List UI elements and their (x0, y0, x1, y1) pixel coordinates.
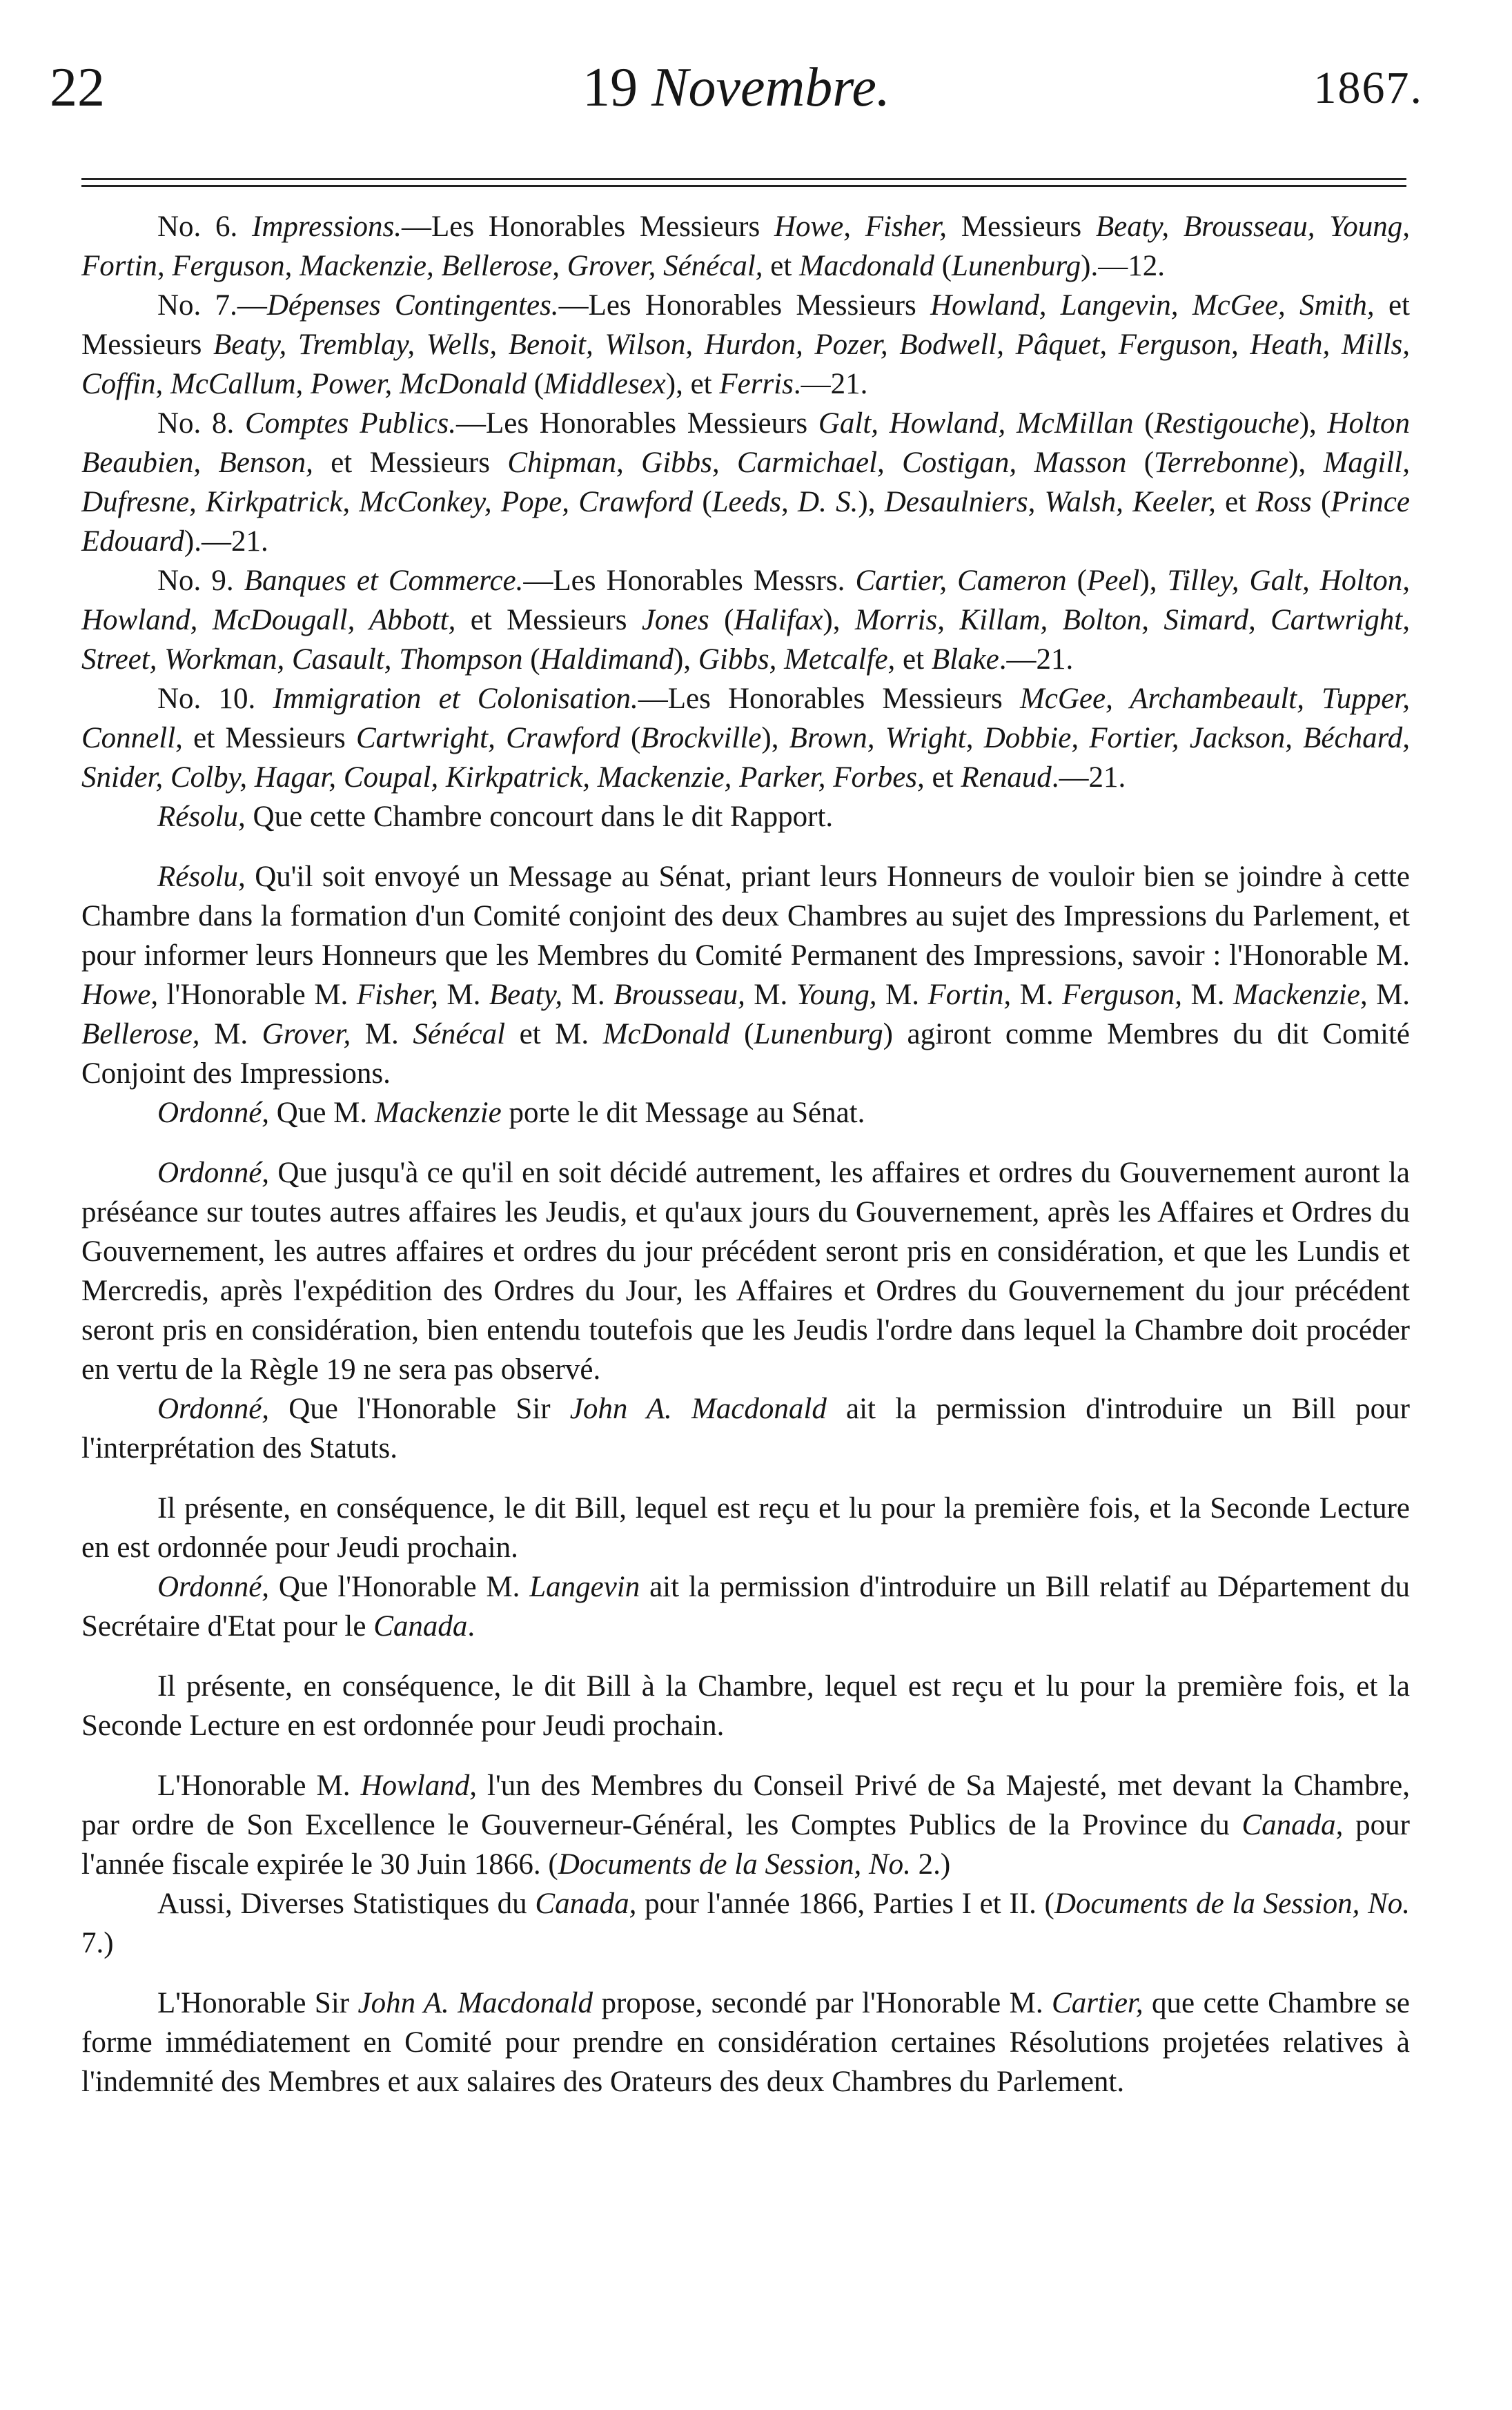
italic-run: Morris, Killam, Bolton, Simard, Cartwright, Street, Workman, Casault, Thompson (81, 604, 1410, 676)
text-run: Messieurs (946, 210, 1096, 243)
text-run: ), (1288, 447, 1324, 479)
paragraph (81, 1153, 1410, 1389)
italic-run: Ferris (719, 368, 794, 400)
text-run: Il présente, en conséquence, le dit Bill, lequel est reçu et lu pour la première fois, et la Seconde Lecture en est ordonnée pour Jeudi prochain. (81, 1492, 1410, 1564)
text-run: ( (1311, 486, 1331, 518)
text-run: ait la permission d'introduire un Bill pour l'interprétation des Statuts. (81, 1393, 1410, 1464)
italic-run: Ordonné, (157, 1571, 270, 1603)
italic-run: Desaulniers, Walsh, Keeler, (884, 486, 1216, 518)
italic-run: Cartwright, Crawford (355, 722, 620, 754)
text-run: ), (674, 643, 698, 676)
italic-run: John A. Macdonald (357, 1987, 593, 2019)
text-run: et Messieurs (182, 722, 356, 754)
italic-run: Ross (1255, 486, 1312, 518)
italic-run: Sénécal (413, 1018, 506, 1050)
italic-run: Fisher, (356, 979, 438, 1011)
italic-run: Mackenzie (374, 1097, 502, 1129)
text-run: .—21. (999, 643, 1074, 676)
text-run: M. (1182, 979, 1233, 1011)
paragraph (81, 404, 1410, 561)
paragraph (81, 1766, 1410, 1884)
page-header (50, 57, 1423, 133)
text-run: M. (199, 1018, 262, 1050)
text-run: —Les Honorables Messieurs (558, 289, 931, 322)
header-rule-top (81, 178, 1406, 180)
italic-run: Tilley, Galt, Holton, Howland, McDougall, Abbott, (81, 565, 1410, 636)
text-run: 2.) (910, 1848, 951, 1881)
italic-run: Ordonné, (157, 1393, 270, 1425)
italic-run: Lunenburg (754, 1018, 883, 1050)
italic-run: Ferguson, (1062, 979, 1183, 1011)
text-run: propose, secondé par l'Honorable M. (593, 1987, 1052, 2019)
italic-run: Canada, (1241, 1809, 1344, 1841)
italic-run: Ordonné, (157, 1097, 270, 1129)
italic-run: Halifax (734, 604, 823, 636)
page-body (81, 207, 1410, 2102)
text-run: et Messieurs (313, 447, 508, 479)
italic-run: Documents de la Session, No. (1054, 1888, 1410, 1920)
text-run: ( (693, 486, 712, 518)
italic-run: Howe, (81, 979, 159, 1011)
paragraph (81, 561, 1410, 679)
text-run: ( (1126, 447, 1155, 479)
italic-run: Banques et Commerce. (244, 565, 524, 597)
italic-run: Jones (641, 604, 709, 636)
text-run: Que cette Chambre concourt dans le dit Rapport. (245, 801, 834, 833)
text-run: Que M. (269, 1097, 375, 1129)
text-run: Aussi, Diverses Statistiques du (157, 1888, 536, 1920)
italic-run: Leeds, D. S. (711, 486, 858, 518)
text-run: porte le dit Message au Sénat. (501, 1097, 865, 1129)
italic-run: Cartier, (1052, 1987, 1143, 2019)
paragraph (81, 1667, 1410, 1745)
italic-run: Magill, Dufresne, Kirkpatrick, McConkey, Pope, Crawford (81, 447, 1410, 518)
text-run: No. 10. (157, 683, 273, 715)
italic-run: Comptes Publics. (245, 407, 456, 440)
text-run: —Les Honorables Messieurs (402, 210, 774, 243)
italic-run: Galt, Howland, McMillan (818, 407, 1134, 440)
text-run: . (467, 1610, 475, 1643)
text-run: M. (876, 979, 928, 1011)
paragraph (81, 679, 1410, 797)
text-run: Que jusqu'à ce qu'il en soit décidé autrement, les affaires et ordres du Gouvernement auront la préséance sur toutes autres affaires les Jeudis, et qu'aux jours du Gouvernement, après les Affaires et Ordres du Gouvernement, les autres affaires et ordres du jour précédent seront pris en considération, et que les Lundis et Mercredis, après l'expédition des Ordres du Jour, les Affaires et Ordres du Gouvernement du jour précédent seront pris en considération, bien entendu toutefois que les Jeudis l'ordre dans lequel la Chambre doit procéder en vertu de la Règle 19 ne sera pas observé. (81, 1157, 1410, 1386)
page-year: 1867. (1313, 63, 1423, 113)
italic-run: Mackenzie, (1233, 979, 1368, 1011)
paragraph (81, 286, 1410, 404)
text-run: L'Honorable M. (157, 1770, 361, 1802)
italic-run: Documents de la Session, No. (558, 1848, 911, 1881)
text-run: ait la permission d'introduire un Bill relatif au Département du Secrétaire d'Etat pour le (81, 1571, 1410, 1643)
text-run: No. 6. (157, 210, 253, 243)
italic-run: Haldimand (540, 643, 674, 676)
text-run: ).—12. (1081, 250, 1165, 282)
text-run: ), (1299, 407, 1328, 440)
italic-run: Howland, (360, 1770, 477, 1802)
italic-run: Holton Beaubien, Benson, (81, 407, 1410, 479)
italic-run: Peel (1087, 565, 1140, 597)
text-run: M. (562, 979, 614, 1011)
page-number: 22 (50, 57, 105, 118)
text-run: ( (526, 368, 544, 400)
italic-run: Résolu, (157, 801, 246, 833)
text-run: .—21. (793, 368, 868, 400)
italic-run: Prince Edouard (81, 486, 1410, 558)
text-run: et Messieurs (81, 289, 1410, 361)
text-run: ), et (665, 368, 720, 400)
text-run: l'Honorable M. (158, 979, 357, 1011)
text-run: et M. (505, 1018, 603, 1050)
italic-run: Immigration et Colonisation. (273, 683, 638, 715)
text-run: et (763, 250, 800, 282)
italic-run: Renaud (961, 761, 1052, 794)
text-run: pour l'année 1866, Parties I et II. ( (636, 1888, 1054, 1920)
italic-run: Brousseau, (613, 979, 745, 1011)
text-run: 7.) (81, 1927, 114, 1959)
italic-run: Chipman, Gibbs, Carmichael, Costigan, Masson (507, 447, 1127, 479)
text-run: ( (1066, 565, 1087, 597)
italic-run: Dépenses Contingentes. (266, 289, 559, 322)
italic-run: Cartier, Cameron (855, 565, 1067, 597)
text-run: M. (351, 1018, 413, 1050)
italic-run: Brockville (640, 722, 762, 754)
italic-run: Ordonné, (157, 1157, 270, 1189)
italic-run: Macdonald (799, 250, 934, 282)
text-run: ) agiront comme Membres du dit Comité Conjoint des Impressions. (81, 1018, 1411, 1090)
paragraph (81, 797, 1410, 836)
text-run: ( (729, 1018, 754, 1050)
text-run: et (924, 761, 961, 794)
text-run: —Les Honorables Messieurs (638, 683, 1020, 715)
text-run: et (1215, 486, 1256, 518)
italic-run: Young, (796, 979, 877, 1011)
paragraph (81, 1983, 1410, 2102)
text-run: —Les Honorables Messieurs (455, 407, 818, 440)
text-run: que cette Chambre se forme immédiatement en Comité pour prendre en considération certaines Résolutions projetées relatives à l'indemnité des Membres et aux salaires des Orateurs des deux Chambres du Parlement. (81, 1987, 1410, 2098)
text-run: Il présente, en conséquence, le dit Bill à la Chambre, lequel est reçu et lu pour la première fois, et la Seconde Lecture en est ordonnée pour Jeudi prochain. (81, 1670, 1410, 1742)
italic-run: Brown, Wright, Dobbie, Fortier, Jackson, Béchard, Snider, Colby, Hagar, Coupal, Kirkpatrick, Mackenzie, Parker, Forbes, (81, 722, 1410, 794)
italic-run: Impressions. (252, 210, 402, 243)
text-run: No. 8. (157, 407, 246, 440)
italic-run: Terrebonne (1154, 447, 1289, 479)
text-run: l'un des Membres du Conseil Privé de Sa Majesté, met devant la Chambre, par ordre de Son Excellence le Gouverneur-Général, les Comptes Publics de la Province du (81, 1770, 1410, 1841)
text-run: et (895, 643, 932, 676)
italic-run: Bellerose, (81, 1018, 200, 1050)
text-run: ( (620, 722, 641, 754)
text-run: ), (823, 604, 855, 636)
paragraph (81, 1093, 1410, 1133)
text-run: M. (1011, 979, 1063, 1011)
text-run: Que l'Honorable Sir (269, 1393, 570, 1425)
italic-run: Canada (373, 1610, 468, 1643)
italic-run: Canada, (535, 1888, 637, 1920)
header-rule-bottom (81, 185, 1406, 187)
text-run: ), (761, 722, 789, 754)
text-run: ), (1139, 565, 1168, 597)
text-run: No. 9. (157, 565, 244, 597)
text-run: ( (522, 643, 540, 676)
paragraph (81, 857, 1410, 1093)
paragraph (81, 1884, 1410, 1963)
paragraph (81, 1389, 1410, 1468)
text-run: ( (709, 604, 734, 636)
italic-run: Middlesex (544, 368, 666, 400)
text-run: pour l'année fiscale expirée le 30 Juin 1866. ( (81, 1809, 1410, 1881)
italic-run: McGee, Archambeault, Tupper, Connell, (81, 683, 1410, 754)
italic-run: Howland, Langevin, McGee, Smith, (930, 289, 1375, 322)
italic-run: Fortin, (927, 979, 1012, 1011)
text-run: et Messieurs (455, 604, 642, 636)
italic-run: Résolu, (157, 861, 246, 893)
italic-run: Langevin (529, 1571, 640, 1603)
italic-run: Restigouche (1154, 407, 1299, 440)
italic-run: Beaty, Brousseau, Young, Fortin, Ferguson, Mackenzie, Bellerose, Grover, Sénécal, (81, 210, 1411, 282)
text-run: M. (745, 979, 796, 1011)
text-run: ( (934, 250, 952, 282)
date-day: 19 (582, 57, 638, 118)
text-run: M. (1367, 979, 1411, 1011)
text-run: Que l'Honorable M. (269, 1571, 530, 1603)
text-run: ), (858, 486, 885, 518)
text-run: No. 7.— (157, 289, 267, 322)
italic-run: Grover, (262, 1018, 351, 1050)
text-run: L'Honorable Sir (157, 1987, 358, 2019)
text-run: Qu'il soit envoyé un Message au Sénat, priant leurs Honneurs de vouloir bien se joindre à cette Chambre dans la formation d'un Comité conjoint des deux Chambres au sujet des Impressions du Parlement, et pour informer leurs Honneurs que les Membres du Comité Permanent des Impressions, savoir : l'Honorable M. (81, 861, 1410, 972)
text-run: ).—21. (184, 525, 268, 558)
italic-run: McDonald (602, 1018, 730, 1050)
text-run: .—21. (1051, 761, 1126, 794)
italic-run: Beaty, (489, 979, 563, 1011)
italic-run: Blake (931, 643, 999, 676)
italic-run: Howe, Fisher, (774, 210, 947, 243)
date-month: Novembre. (651, 57, 890, 118)
italic-run: Beaty, Tremblay, Wells, Benoit, Wilson, Hurdon, Pozer, Bodwell, Pâquet, Ferguson, Heath, Mills, Coffin, McCallum, Power, McDonald (81, 329, 1410, 400)
italic-run: Lunenburg (952, 250, 1081, 282)
text-run: M. (438, 979, 489, 1011)
paragraph (81, 1567, 1410, 1646)
paragraph (81, 1489, 1410, 1567)
italic-run: Gibbs, Metcalfe, (698, 643, 896, 676)
page-date (50, 57, 1423, 119)
paragraph (81, 207, 1410, 286)
italic-run: John A. Macdonald (569, 1393, 827, 1425)
text-run: —Les Honorables Messrs. (523, 565, 856, 597)
text-run: ( (1133, 407, 1155, 440)
